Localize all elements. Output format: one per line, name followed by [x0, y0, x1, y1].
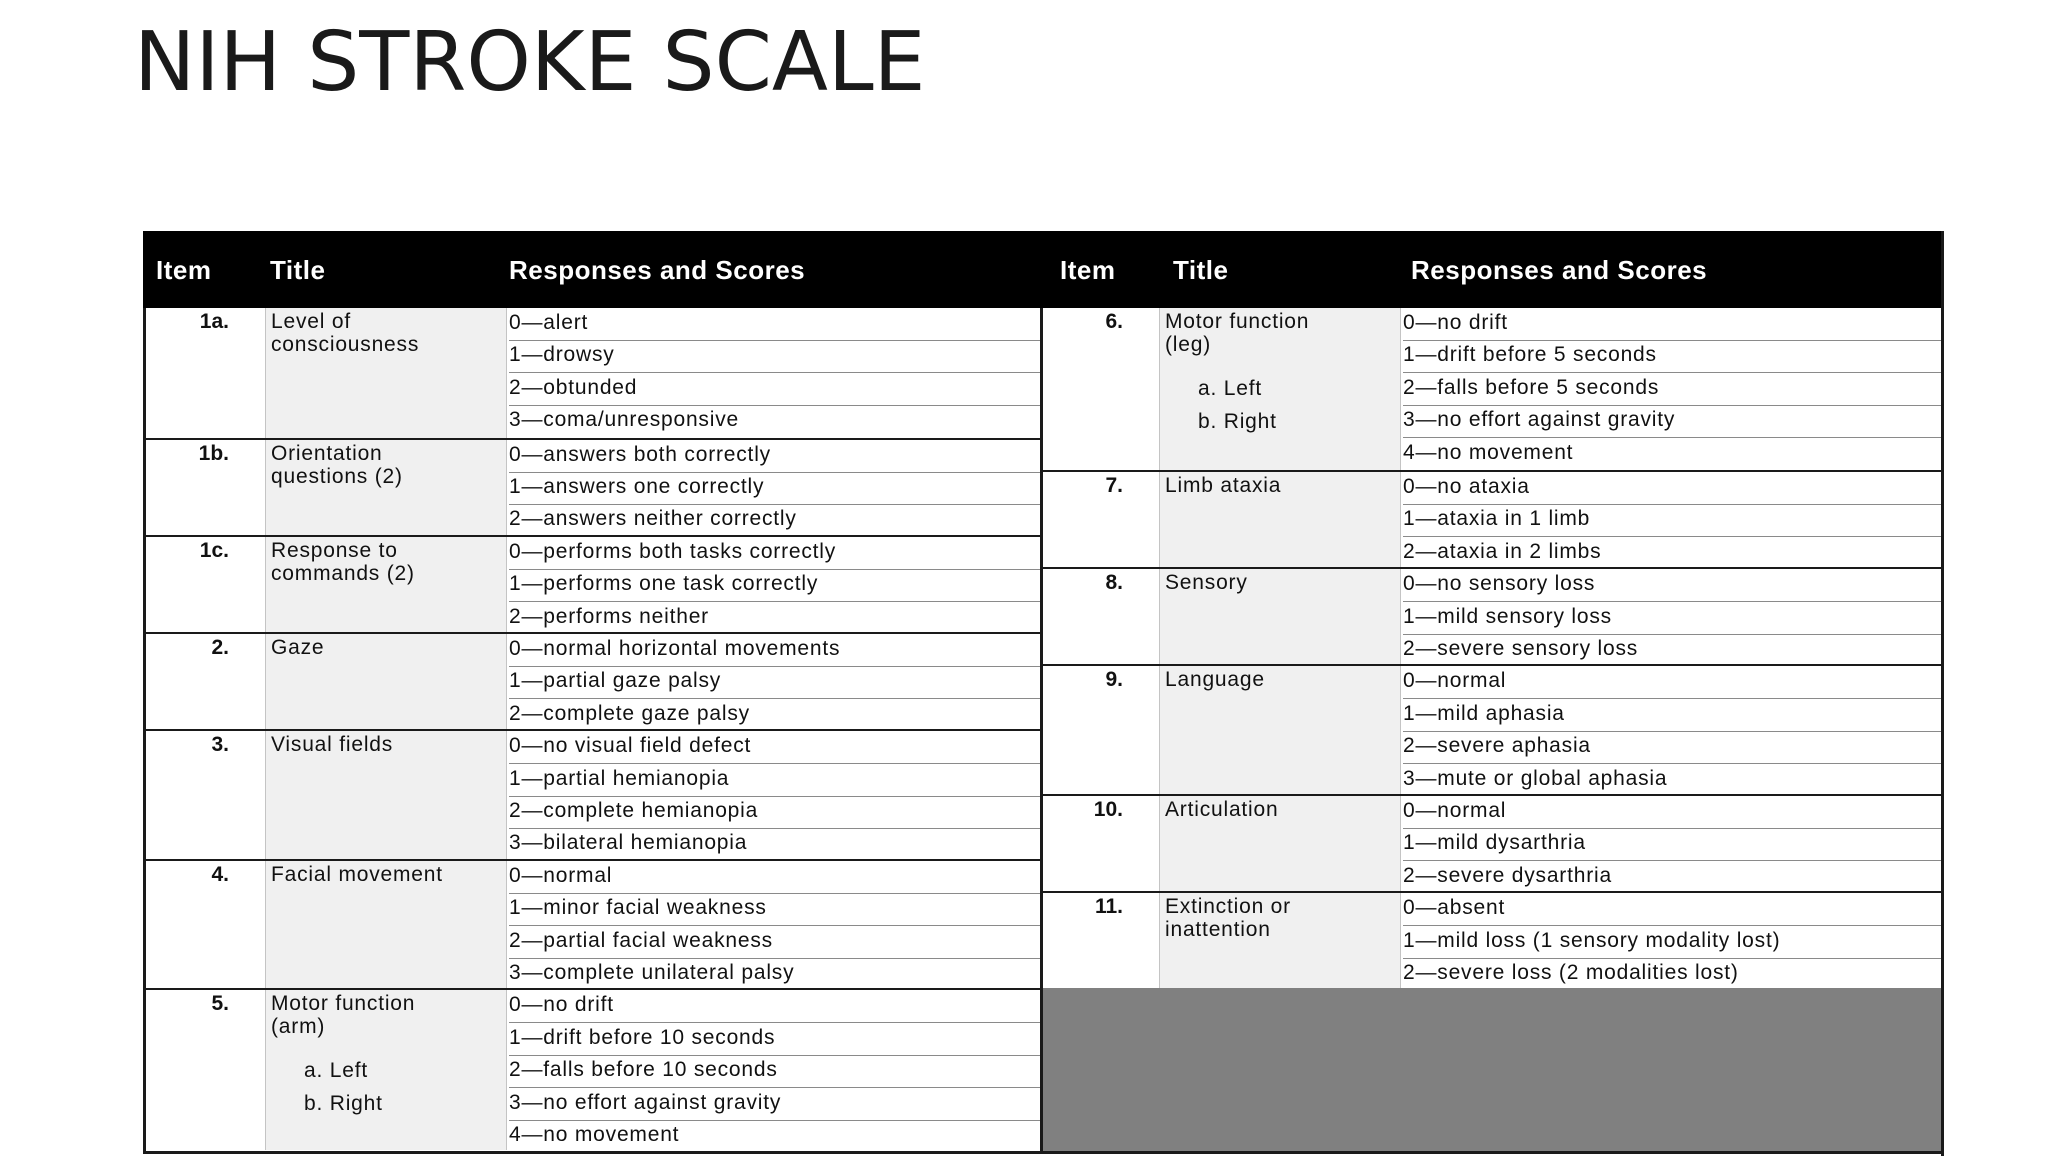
item-responses-cell	[1399, 796, 1941, 891]
item-number: 8.	[1105, 571, 1123, 595]
item-responses-cell	[1399, 569, 1941, 664]
item-title-cell	[1159, 666, 1401, 794]
item-title: Language	[1165, 668, 1265, 692]
response-option: 2—answers neither correctly	[509, 507, 797, 531]
response-option: 0—normal	[509, 861, 1040, 894]
item-subtitle: b. Right	[1198, 410, 1277, 433]
table-row-9	[1043, 664, 1941, 794]
response-option: 1—mild dysarthria	[1403, 828, 1941, 861]
left-panel	[143, 308, 1040, 1154]
response-option: 1—answers one correctly	[509, 472, 1040, 505]
item-title-cell	[1159, 472, 1401, 567]
response-option: 2—partial facial weakness	[509, 926, 1040, 959]
item-subtitle: b. Right	[304, 1092, 383, 1116]
item-title: Level of consciousness	[271, 310, 420, 356]
item-title-cell	[1159, 308, 1401, 470]
table-header	[143, 231, 1941, 308]
response-option: 3—no effort against gravity	[1403, 405, 1941, 438]
item-number-cell	[146, 861, 265, 989]
response-option: 0—normal horizontal movements	[509, 634, 1040, 667]
response-option: 1—partial gaze palsy	[509, 666, 1040, 699]
item-number-cell	[1043, 308, 1159, 470]
table-row-11	[1043, 891, 1941, 988]
response-option: 0—no drift	[509, 990, 1040, 1023]
item-responses-cell	[505, 990, 1040, 1150]
table-row-6	[1043, 308, 1941, 470]
response-option: 0—absent	[1403, 893, 1941, 926]
table-row-8	[1043, 567, 1941, 664]
item-title: Facial movement	[271, 862, 443, 886]
header-title: Title	[270, 255, 326, 285]
table-row-2	[146, 632, 1040, 729]
item-number-cell	[146, 537, 265, 632]
response-option: 0—alert	[509, 308, 1040, 341]
item-number-cell	[146, 990, 265, 1150]
response-option: 0—normal	[1403, 666, 1941, 699]
response-option: 2—falls before 5 seconds	[1403, 373, 1941, 406]
table-row-10	[1043, 794, 1941, 891]
item-number: 6.	[1105, 310, 1123, 333]
response-option: 2—severe sensory loss	[1403, 636, 1639, 660]
item-number-cell	[1043, 666, 1159, 794]
header-item-right: Item	[1060, 255, 1116, 285]
item-number: 1c.	[199, 538, 229, 562]
item-title-cell	[265, 731, 507, 859]
item-title: Gaze	[271, 636, 325, 659]
response-option: 1—drift before 10 seconds	[509, 1023, 1040, 1056]
item-title: Orientation questions (2)	[271, 441, 403, 488]
item-subtitle: a. Left	[1198, 377, 1262, 400]
response-option: 0—normal	[1403, 796, 1941, 829]
response-option: 0—answers both correctly	[509, 440, 1040, 473]
item-subtitle: a. Left	[304, 1059, 368, 1083]
response-option: 4—no movement	[509, 1122, 680, 1146]
response-option: 1—ataxia in 1 limb	[1403, 504, 1941, 537]
table-row-1b	[146, 438, 1040, 535]
item-number: 10.	[1093, 798, 1123, 821]
item-title-cell	[1159, 893, 1401, 988]
item-responses-cell	[505, 537, 1040, 632]
item-responses-cell	[505, 440, 1040, 535]
item-title: Motor function (leg)	[1165, 310, 1310, 356]
item-responses-cell	[1399, 666, 1941, 794]
page-title: NIH STROKE SCALE	[134, 15, 926, 110]
response-option: 2—complete gaze palsy	[509, 701, 750, 725]
header-item: Item	[156, 255, 212, 285]
item-responses-cell	[1399, 472, 1941, 567]
response-option: 3—bilateral hemianopia	[509, 831, 748, 855]
item-number: 1a.	[199, 310, 229, 333]
item-responses-cell	[1399, 893, 1941, 988]
item-number: 3.	[211, 733, 229, 757]
item-number: 2.	[211, 636, 229, 659]
table-row-1c	[146, 535, 1040, 632]
item-title-cell	[265, 537, 507, 632]
item-number-cell	[146, 731, 265, 859]
item-title-cell	[265, 634, 507, 729]
item-title: Motor function (arm)	[271, 992, 416, 1039]
response-option: 2—ataxia in 2 limbs	[1403, 539, 1602, 563]
response-option: 0—no sensory loss	[1403, 569, 1941, 602]
item-number-cell	[146, 440, 265, 535]
table-row-1a	[146, 308, 1040, 438]
response-option: 2—complete hemianopia	[509, 796, 1040, 829]
item-title-cell	[265, 440, 507, 535]
response-option: 0—performs both tasks correctly	[509, 537, 1040, 570]
item-number-cell	[146, 308, 265, 438]
item-number: 5.	[211, 992, 229, 1016]
stroke-scale-table	[143, 231, 1944, 1156]
response-option: 1—mild sensory loss	[1403, 602, 1941, 635]
item-title: Limb ataxia	[1165, 474, 1282, 497]
item-title-cell	[265, 308, 507, 438]
response-option: 0—no drift	[1403, 308, 1941, 341]
response-option: 3—complete unilateral palsy	[509, 960, 795, 984]
response-option: 3—mute or global aphasia	[1403, 766, 1668, 790]
response-option: 2—obtunded	[509, 373, 1040, 406]
item-responses-cell	[1399, 308, 1941, 470]
item-number: 7.	[1105, 474, 1123, 497]
response-option: 1—minor facial weakness	[509, 893, 1040, 926]
empty-grey-area	[1043, 988, 1941, 1151]
item-title: Response to commands (2)	[271, 538, 415, 585]
item-title: Extinction or inattention	[1165, 895, 1291, 942]
response-option: 1—mild aphasia	[1403, 699, 1941, 732]
item-responses-cell	[505, 308, 1040, 438]
item-number: 1b.	[198, 441, 229, 465]
header-title-right: Title	[1173, 255, 1229, 285]
item-number-cell	[1043, 472, 1159, 567]
response-option: 2—performs neither	[509, 604, 709, 628]
header-responses: Responses and Scores	[509, 255, 806, 285]
table-row-7	[1043, 470, 1941, 567]
response-option: 0—no ataxia	[1403, 472, 1941, 505]
response-option: 4—no movement	[1403, 440, 1574, 464]
header-responses-right: Responses and Scores	[1411, 255, 1708, 285]
item-title-cell	[265, 861, 507, 989]
item-title-cell	[1159, 569, 1401, 664]
response-option: 1—partial hemianopia	[509, 764, 1040, 797]
right-panel	[1040, 308, 1941, 1154]
table-row-3	[146, 729, 1040, 859]
item-responses-cell	[505, 634, 1040, 729]
response-option: 3—coma/unresponsive	[509, 408, 739, 432]
response-option: 1—mild loss (1 sensory modality lost)	[1403, 926, 1941, 959]
item-number: 9.	[1105, 668, 1123, 692]
response-option: 3—no effort against gravity	[509, 1088, 1040, 1121]
item-number: 4.	[211, 862, 229, 886]
response-option: 1—drowsy	[509, 340, 1040, 373]
item-responses-cell	[505, 861, 1040, 989]
item-title: Visual fields	[271, 733, 394, 757]
item-title-cell	[1159, 796, 1401, 891]
response-option: 1—performs one task correctly	[509, 569, 1040, 602]
item-number-cell	[1043, 796, 1159, 891]
item-title: Sensory	[1165, 571, 1248, 595]
response-option: 0—no visual field defect	[509, 731, 1040, 764]
response-option: 2—severe dysarthria	[1403, 863, 1612, 887]
item-number: 11.	[1094, 895, 1123, 919]
item-number-cell	[1043, 569, 1159, 664]
item-number-cell	[1043, 893, 1159, 988]
item-title-cell	[265, 990, 507, 1150]
response-option: 2—severe aphasia	[1403, 731, 1941, 764]
response-option: 2—falls before 10 seconds	[509, 1055, 1040, 1088]
table-row-4	[146, 859, 1040, 989]
item-title: Articulation	[1165, 798, 1279, 821]
response-option: 2—severe loss (2 modalities lost)	[1403, 960, 1739, 984]
table-row-5	[146, 988, 1040, 1150]
item-number-cell	[146, 634, 265, 729]
response-option: 1—drift before 5 seconds	[1403, 340, 1941, 373]
item-responses-cell	[505, 731, 1040, 859]
